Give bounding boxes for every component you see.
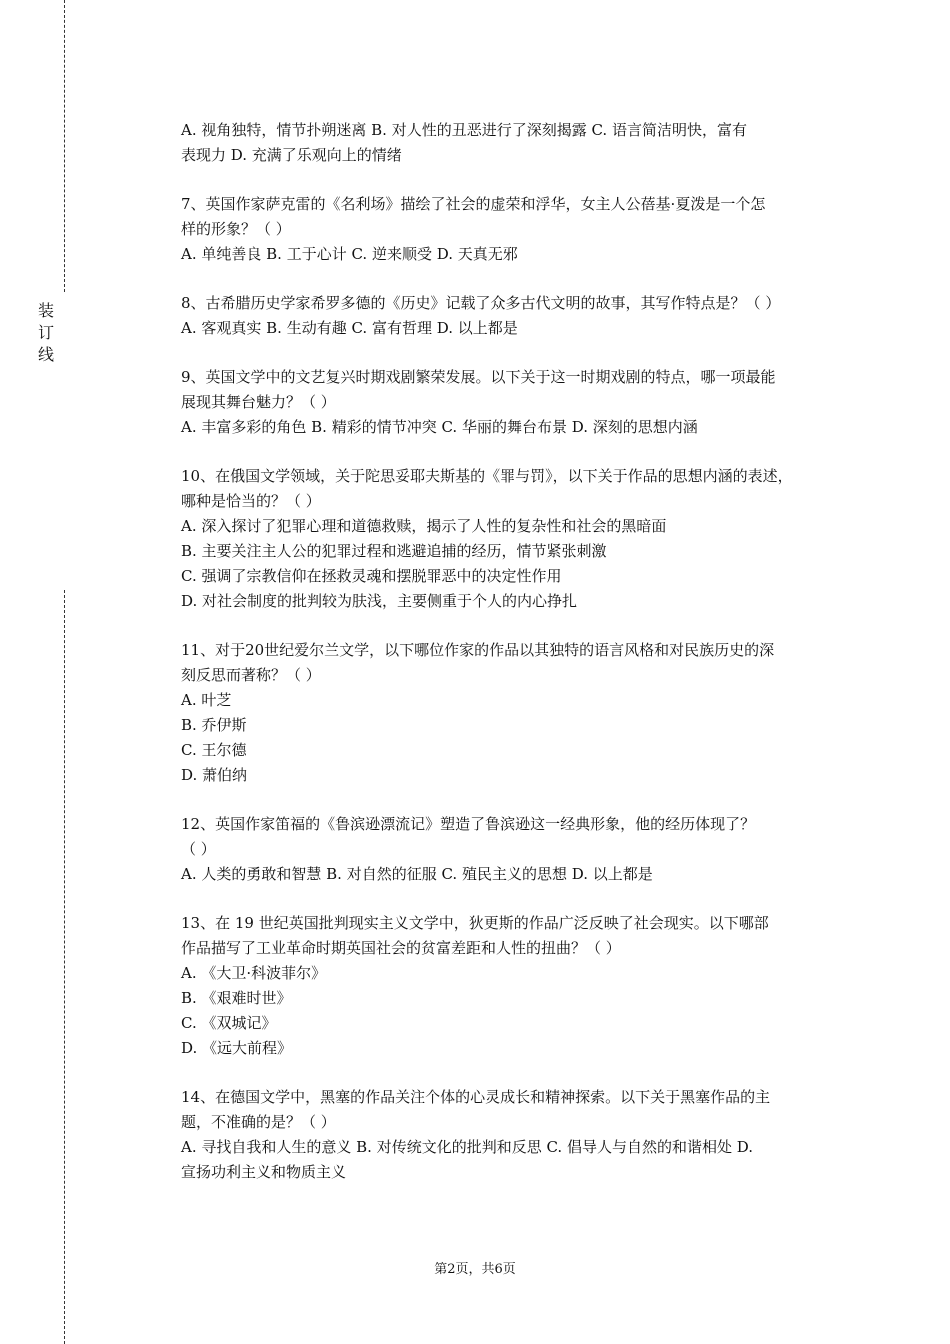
question-block	[181, 118, 853, 168]
question-line: A. 单纯善良 B. 工于心计 C. 逆来顺受 D. 天真无邪	[181, 245, 518, 263]
page-footer: 第2页，共6页	[434, 1262, 516, 1277]
question-block	[181, 291, 853, 341]
question-line: 样的形象？（ ）	[181, 220, 291, 238]
question-line: 作品描写了工业革命时期英国社会的贫富差距和人性的扭曲？（ ）	[181, 939, 621, 957]
binding-line-label	[34, 300, 58, 366]
question-line: A. 深入探讨了犯罪心理和道德救赎，揭示了人性的复杂性和社会的黑暗面	[181, 517, 667, 535]
question-line: A. 《大卫·科波菲尔》	[181, 964, 327, 982]
question-line: 哪种是恰当的？（ ）	[181, 492, 321, 510]
question-line: 9、英国文学中的文艺复兴时期戏剧繁荣发展。以下关于这一时期戏剧的特点，哪一项最能	[181, 368, 776, 386]
question-line: D. 《远大前程》	[181, 1039, 293, 1057]
binding-char: 装	[37, 301, 54, 320]
question-line: A. 叶芝	[181, 691, 232, 709]
question-line: 10、在俄国文学领域，关于陀思妥耶夫斯基的《罪与罚》，以下关于作品的思想内涵的表述，	[181, 467, 793, 485]
question-line: 11、对于20世纪爱尔兰文学，以下哪位作家的作品以其独特的语言风格和对民族历史的深	[181, 641, 775, 659]
binding-dashed-line-bottom	[64, 590, 65, 1344]
question-line: D. 萧伯纳	[181, 766, 248, 784]
question-block	[181, 192, 853, 267]
question-line: A. 人类的勇敢和智慧 B. 对自然的征服 C. 殖民主义的思想 D. 以上都是	[181, 865, 653, 883]
question-block	[181, 464, 853, 614]
question-line: B. 《艰难时世》	[181, 989, 292, 1007]
question-block	[181, 812, 853, 887]
question-line: （ ）	[181, 840, 216, 858]
binding-char: 订	[37, 323, 54, 342]
question-line: 展现其舞台魅力？（ ）	[181, 393, 336, 411]
question-line: 表现力 D. 充满了乐观向上的情绪	[181, 146, 402, 164]
question-line: C. 《双城记》	[181, 1014, 277, 1032]
question-line: C. 强调了宗教信仰在拯救灵魂和摆脱罪恶中的决定性作用	[181, 567, 562, 585]
question-line: 8、古希腊历史学家希罗多德的《历史》记载了众多古代文明的故事，其写作特点是？（ ）	[181, 294, 781, 312]
question-block	[181, 911, 853, 1061]
question-line: 7、英国作家萨克雷的《名利场》描绘了社会的虚荣和浮华，女主人公蓓基·夏泼是一个怎	[181, 195, 766, 213]
question-block	[181, 638, 853, 788]
question-line: B. 乔伊斯	[181, 716, 247, 734]
binding-dashed-line-top	[64, 0, 65, 292]
question-block	[181, 1085, 853, 1185]
question-line: A. 丰富多彩的角色 B. 精彩的情节冲突 C. 华丽的舞台布景 D. 深刻的思想内涵	[181, 418, 698, 436]
question-line: D. 对社会制度的批判较为肤浅，主要侧重于个人的内心挣扎	[181, 592, 578, 610]
question-line: B. 主要关注主人公的犯罪过程和逃避追捕的经历，情节紧张刺激	[181, 542, 607, 560]
question-line: A. 视角独特，情节扑朔迷离 B. 对人性的丑恶进行了深刻揭露 C. 语言简洁明快，富有	[181, 121, 747, 139]
question-line: 14、在德国文学中，黑塞的作品关注个体的心灵成长和精神探索。以下关于黑塞作品的主	[181, 1088, 771, 1106]
question-line: A. 客观真实 B. 生动有趣 C. 富有哲理 D. 以上都是	[181, 319, 518, 337]
question-line: 12、英国作家笛福的《鲁滨逊漂流记》塑造了鲁滨逊这一经典形象，他的经历体现了？	[181, 815, 756, 833]
question-line: 刻反思而著称？（ ）	[181, 666, 321, 684]
question-line: C. 王尔德	[181, 741, 247, 759]
question-line: 13、在 19 世纪英国批判现实主义文学中，狄更斯的作品广泛反映了社会现实。以下哪部	[181, 914, 769, 932]
binding-char: 线	[37, 345, 54, 364]
question-line: 宣扬功利主义和物质主义	[181, 1163, 347, 1181]
question-line: 题，不准确的是？（ ）	[181, 1113, 336, 1131]
question-line: A. 寻找自我和人生的意义 B. 对传统文化的批判和反思 C. 倡导人与自然的和谐相处 D.	[181, 1138, 753, 1156]
question-block	[181, 365, 853, 440]
question-list	[181, 118, 853, 1209]
